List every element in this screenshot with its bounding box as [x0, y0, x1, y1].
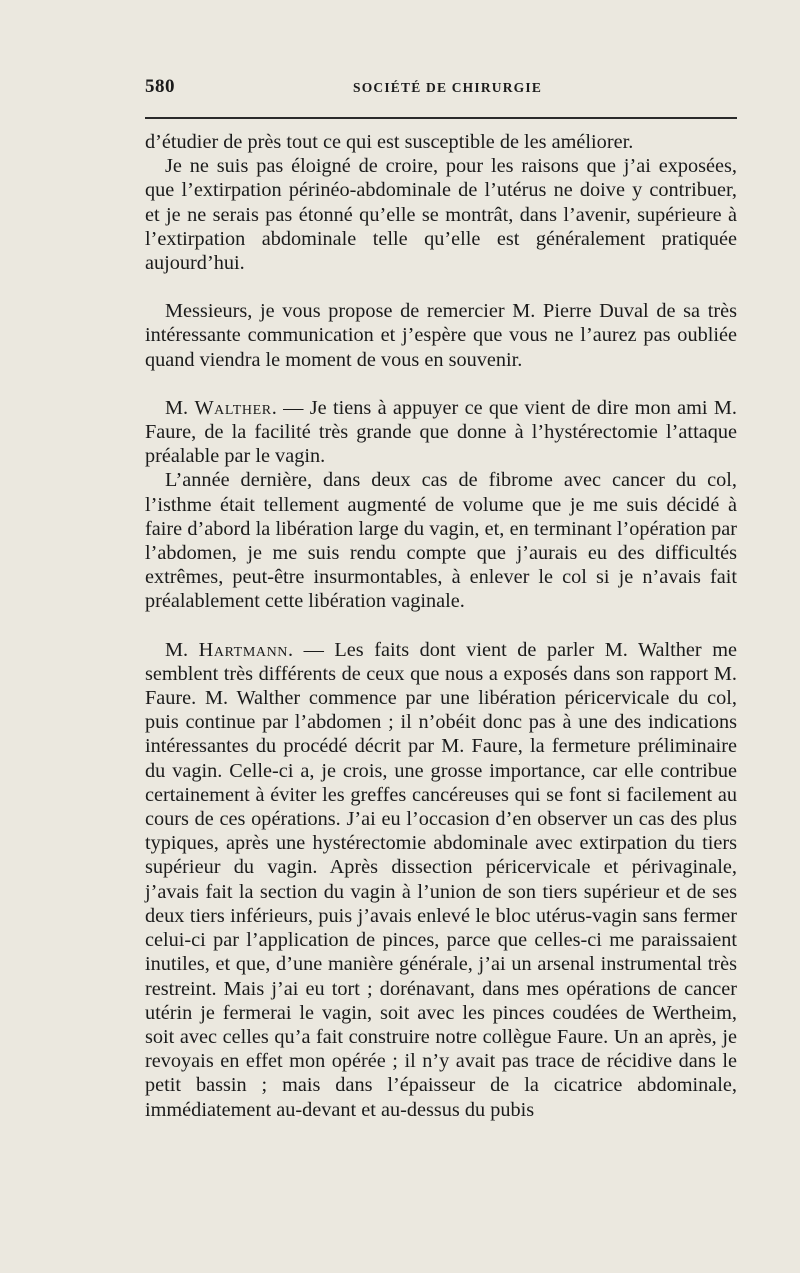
speaker-prefix: M. [165, 396, 195, 419]
body-text [145, 130, 737, 1122]
speaker-prefix: M. [165, 638, 199, 661]
paragraph-continuation [145, 130, 737, 154]
paragraph [145, 299, 737, 372]
paragraph-text: Je ne suis pas éloigné de croire, pour les raisons que j’ai exposées, que l’extirpation périnéo-abdominale de l’utérus ne doive y contribuer, et je ne serais pas étonné qu’elle se montrât, dans l’avenir, supérieure à l’extirpation abdominale telle qu’elle est généralement pratiquée aujourd’hui. [145, 155, 737, 275]
paragraph-text: . — Je tiens à appuyer ce que vient de dire mon ami M. Faure, de la facilité très grande que donne à l’hystérectomie l’attaque préalable par le vagin. [145, 396, 737, 468]
paragraph-text: Messieurs, je vous propose de remercier M. Pierre Duval de sa très intéressante communication et j’espère que vous ne l’aurez pas oubliée quand viendra le moment de vous en souvenir. [145, 300, 737, 371]
paragraph-text: L’année dernière, dans deux cas de fibrome avec cancer du col, l’isthme était tellement augmenté de volume que je me suis décidé à faire d’abord la libération large du vagin, et, en terminant l’opération par l’abdomen, je me suis rendu compte que j’aurais eu des difficultés extrêmes, peut-être insurmontables, à enlever le col si je n’avais fait préalablement cette libération vaginale. [145, 469, 737, 613]
running-head: SOCIÉTÉ DE CHIRURGIE [353, 80, 543, 95]
paragraph [145, 468, 737, 613]
paragraph-text: . — Les faits dont vient de parler M. Walther me semblent très différents de ceux que nous a exposés dans son rapport M. Faure. M. Walther commence par une libération péricervicale du col, puis continue par l’abdomen ; il n’obéit donc pas à une des indications intéressantes du procédé décrit par M. Faure, la fermeture préliminaire du vagin. Celle-ci a, je crois, une grosse importance, car elle contribue certainement à éviter les greffes cancéreuses qui se font si facilement au cours de ces opérations. J’ai eu l’occasion d’en observer un cas des plus typiques, après une hystérectomie abdominale avec extirpation du tiers supérieur du vagin. Après dissection péricervicale et périvaginale, j’avais fait la section du vagin à l’union de son tiers supérieur et de ses deux tiers inférieurs, puis j’avais enlevé le bloc utérus-vagin sans fermer celui-ci par l’application de pinces, parce que celles-ci me paraissaient inutiles, et que, d’une manière générale, j’ai un arsenal instrumental très restreint. Mais j’ai eu tort ; dorénavant, dans mes opérations de cancer utérin je fermerai le vagin, soit avec les pinces coudées de Wertheim, soit avec celles qu’a fait construire notre collègue Faure. Un an après, je revoyais en effet mon opérée ; il n’y avait pas trace de récidive dans le petit bassin ; mais dans l’épaisseur de la cicatrice abdominale, immédiatement au-devant et au-dessus du pubis [145, 638, 737, 1121]
speaker-name: Walther [194, 396, 272, 419]
speaker-paragraph-hartmann [145, 638, 737, 1122]
paragraph-text: d’étudier de près tout ce qui est susceptible de les améliorer. [145, 131, 634, 153]
paragraph [145, 154, 737, 275]
page-header [145, 76, 737, 100]
header-rule [145, 117, 737, 119]
speaker-name: Hartmann [198, 638, 289, 661]
page-number: 580 [145, 76, 175, 97]
speaker-paragraph-walther [145, 396, 737, 469]
